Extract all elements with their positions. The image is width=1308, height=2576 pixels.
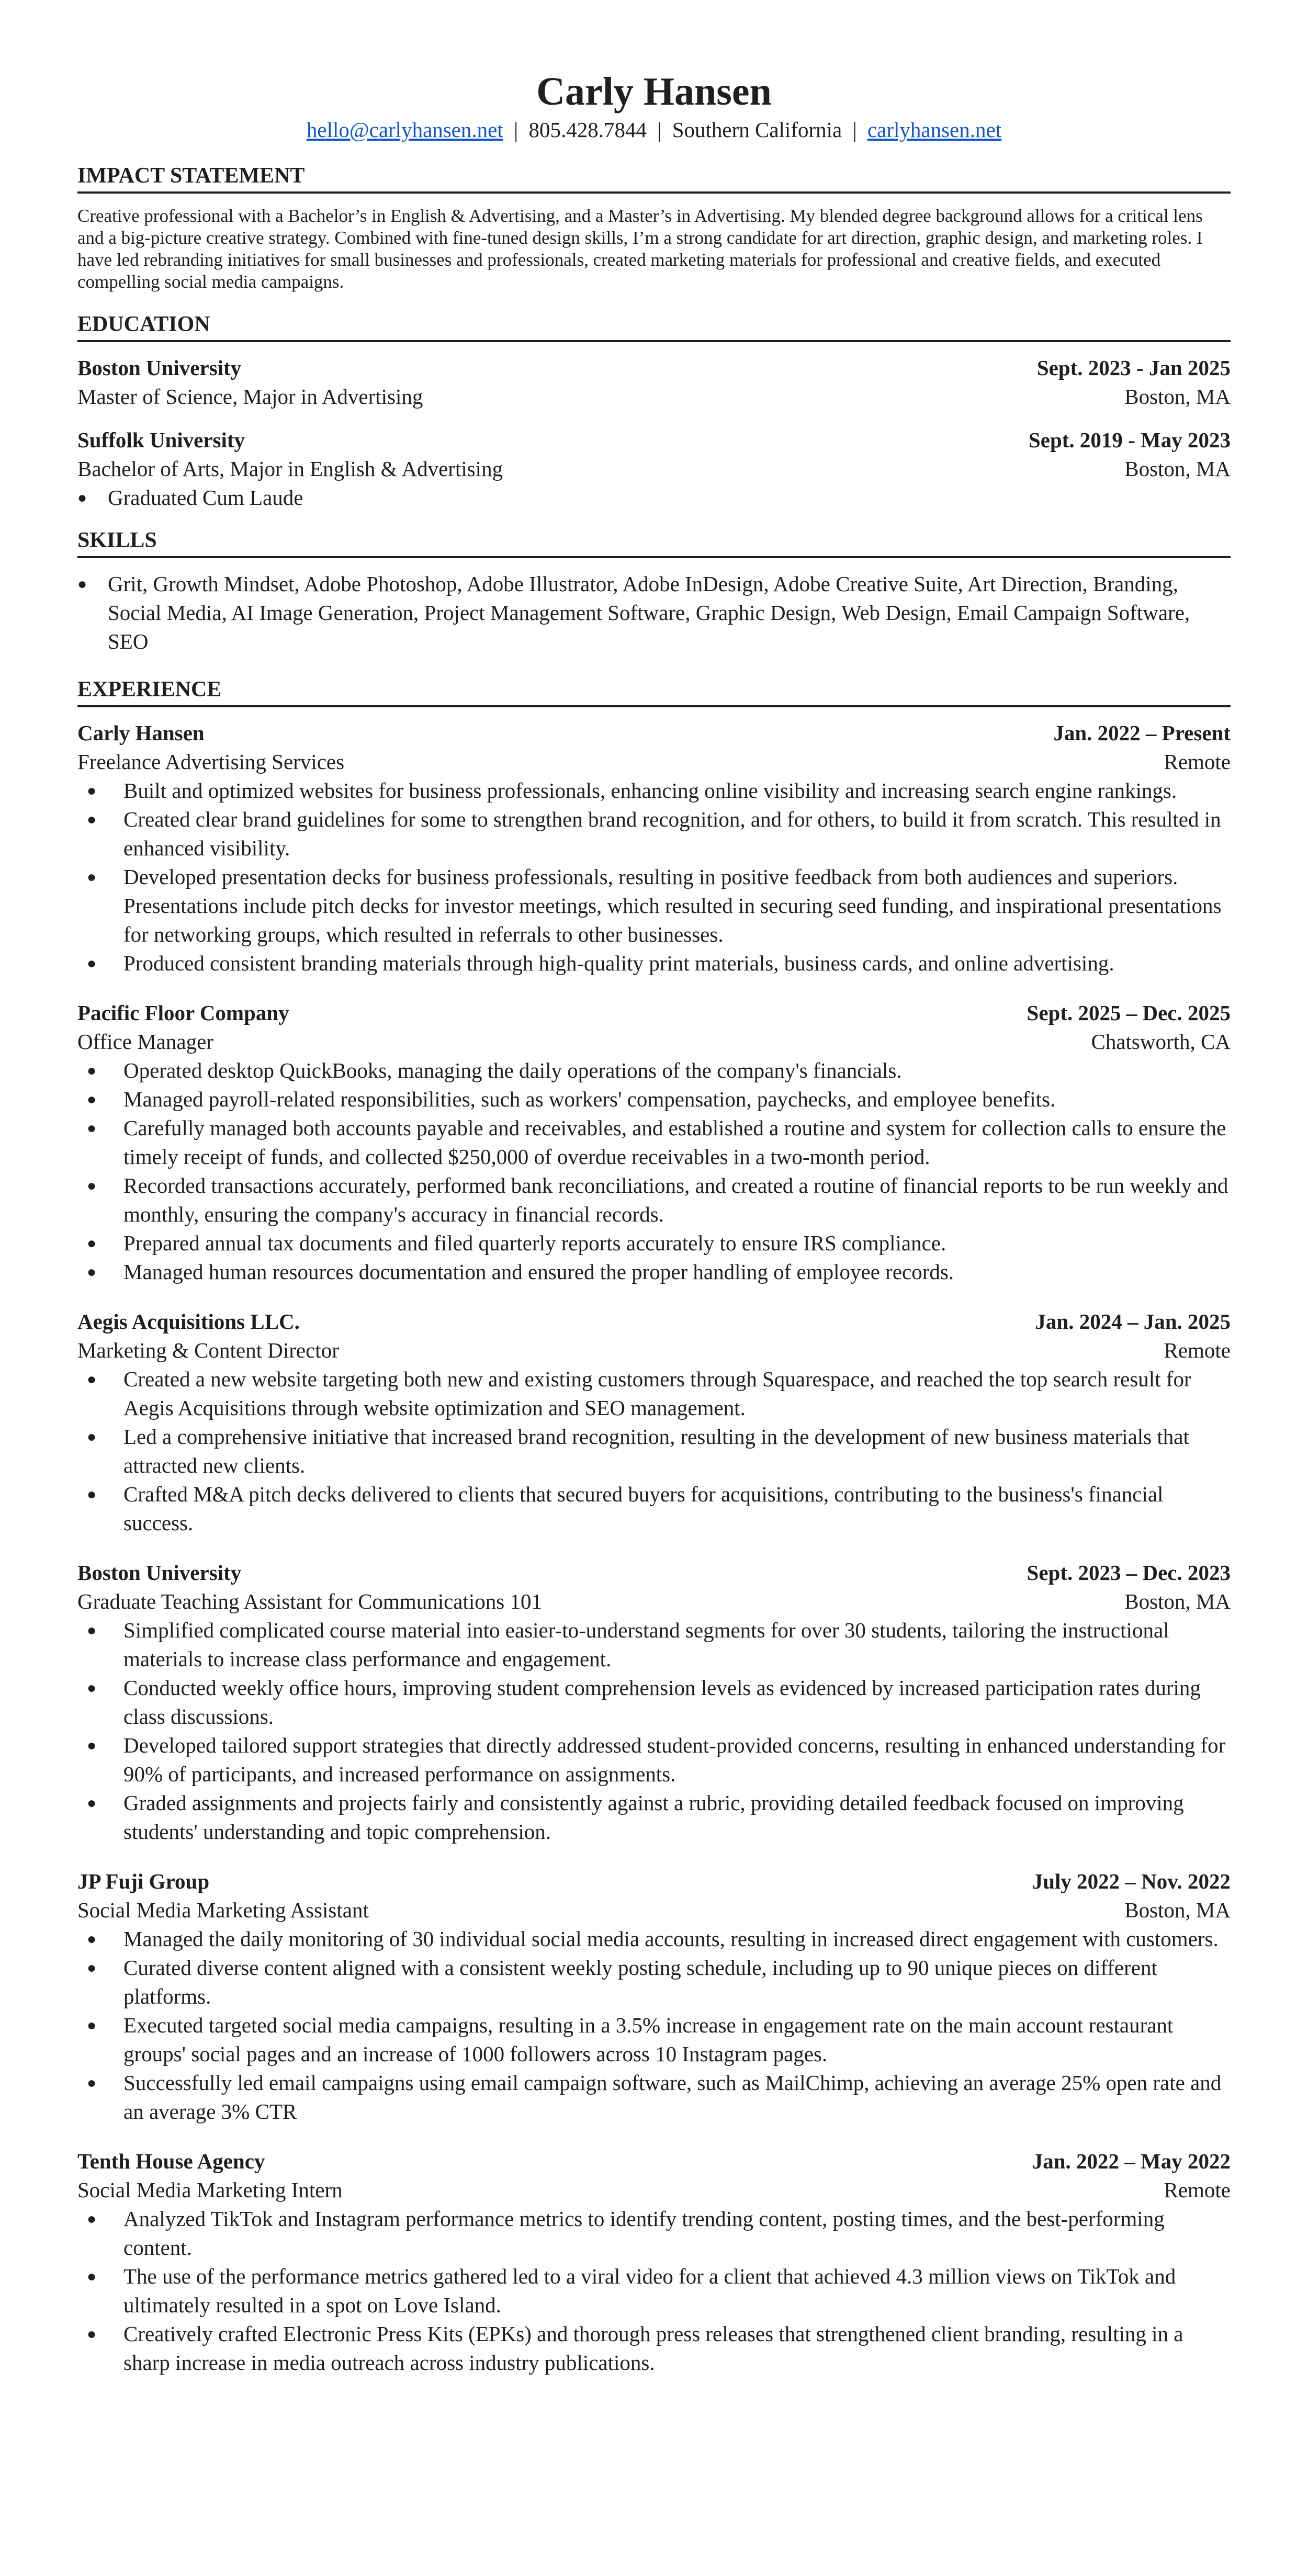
bullet-item: ● Analyzed TikTok and Instagram performance metrics to identify trending content, posting times, and the best-performing content. bbox=[123, 2205, 1231, 2262]
bullet-item: ● Graded assignments and projects fairly and consistently against a rubric, providing detailed feedback focused on improving students' understanding and topic comprehension. bbox=[123, 1789, 1231, 1846]
separator: | bbox=[514, 118, 518, 142]
location-text: Southern California bbox=[672, 118, 842, 142]
location-text: Remote bbox=[1164, 2178, 1231, 2202]
company-name: JP Fuji Group bbox=[77, 1869, 210, 1893]
website-link[interactable]: carlyhansen.net bbox=[867, 118, 1002, 142]
contact-line bbox=[77, 115, 1231, 144]
bullet-item: ● Successfully led email campaigns using email campaign software, such as MailChimp, achieving an average 25% open rate and an average 3% CTR bbox=[123, 2069, 1231, 2126]
experience-entry bbox=[77, 1867, 1231, 2126]
location-text: Boston, MA bbox=[1124, 385, 1231, 409]
entry-header-row bbox=[77, 719, 1231, 748]
bullet-item: ● Managed payroll-related responsibilities, such as workers' compensation, paychecks, and employee benefits. bbox=[123, 1085, 1231, 1114]
education-entry bbox=[77, 426, 1231, 512]
bullet-item: ● Operated desktop QuickBooks, managing the daily operations of the company's financials. bbox=[123, 1056, 1231, 1085]
location-text: Boston, MA bbox=[1124, 1589, 1231, 1613]
experience-entry bbox=[77, 719, 1231, 978]
skills-item: ● Grit, Growth Mindset, Adobe Photoshop, Adobe Illustrator, Adobe InDesign, Adobe Creative Suite, Art Direction, Branding, Social Media, AI Image Generation, Project Management Software, Graphic Design, Web Design, Email Campaign Software, SEO bbox=[108, 570, 1231, 656]
company-name: Aegis Acquisitions LLC. bbox=[77, 1309, 300, 1334]
date-range: Jan. 2022 – Present bbox=[1053, 721, 1231, 745]
phone-number: 805.428.7844 bbox=[528, 118, 647, 142]
entry-subheader-row bbox=[77, 1587, 1231, 1616]
bullet-item: ● Graduated Cum Laude bbox=[108, 483, 1231, 512]
experience-entry bbox=[77, 2147, 1231, 2377]
bullet-item: ● Managed human resources documentation and ensured the proper handling of employee records. bbox=[123, 1258, 1231, 1286]
job-title: Freelance Advertising Services bbox=[77, 750, 345, 774]
bullet-item: ● Developed tailored support strategies that directly addressed student-provided concerns, resulting in enhanced understanding for 90% of participants, and increased performance on assignments. bbox=[123, 1731, 1231, 1789]
entry-header-row bbox=[77, 1867, 1231, 1896]
skills-section bbox=[77, 527, 1231, 656]
section-heading: EXPERIENCE bbox=[77, 676, 1231, 707]
impact-text: Creative professional with a Bachelor’s in English & Advertising, and a Master’s in Advertising. My blended degree background allows for a critical lens and a big-picture creative strategy. Combined with fine-tuned design skills, I’m a strong candidate for art direction, graphic design, and marketing roles. I have led rebranding initiatives for small businesses and professionals, created marketing materials for professional and creative fields, and executed compelling social media campaigns. bbox=[77, 206, 1203, 292]
candidate-name: Carly Hansen bbox=[536, 70, 772, 114]
bullet-item: ● Crafted M&A pitch decks delivered to clients that secured buyers for acquisitions, contributing to the business's financial success. bbox=[123, 1480, 1231, 1538]
date-range: Jan. 2022 – May 2022 bbox=[1032, 2149, 1231, 2173]
separator: | bbox=[657, 118, 662, 142]
location-text: Boston, MA bbox=[1124, 457, 1231, 481]
bullet-item: ● Created a new website targeting both new and existing customers through Squarespace, and reached the top search result for Aegis Acquisitions through website optimization and SEO management. bbox=[123, 1365, 1231, 1422]
bullet-list bbox=[77, 1616, 1231, 1846]
job-title: Marketing & Content Director bbox=[77, 1338, 339, 1362]
entry-header-row bbox=[77, 2147, 1231, 2176]
job-title: Office Manager bbox=[77, 1030, 213, 1054]
bullet-item: ● Created clear brand guidelines for some to strengthen brand recognition, and for others, to build it from scratch. This resulted in enhanced visibility. bbox=[123, 805, 1231, 863]
bullet-item: ● Recorded transactions accurately, performed bank reconciliations, and created a routine of financial reports to be run weekly and monthly, ensuring the company's accuracy in financial records. bbox=[123, 1171, 1231, 1229]
school-name: Boston University bbox=[77, 356, 242, 380]
date-range: Sept. 2023 – Dec. 2023 bbox=[1027, 1561, 1231, 1585]
experience-entry bbox=[77, 1558, 1231, 1846]
entry-subheader-row bbox=[77, 748, 1231, 776]
degree-text: Master of Science, Major in Advertising bbox=[77, 385, 423, 409]
section-heading: SKILLS bbox=[77, 527, 1231, 558]
bullet-item: ● Produced consistent branding materials through high-quality print materials, business cards, and online advertising. bbox=[123, 949, 1231, 978]
company-name: Tenth House Agency bbox=[77, 2149, 265, 2173]
entry-header-row bbox=[77, 1558, 1231, 1587]
date-range: Sept. 2019 - May 2023 bbox=[1028, 428, 1231, 452]
education-section bbox=[77, 311, 1231, 512]
bullet-item: ● Prepared annual tax documents and filed quarterly reports accurately to ensure IRS compliance. bbox=[123, 1229, 1231, 1258]
bullet-item: ● Creatively crafted Electronic Press Kits (EPKs) and thorough press releases that strengthened client branding, resulting in a sharp increase in media outreach across industry publications. bbox=[123, 2320, 1231, 2377]
entry-header-row bbox=[77, 1307, 1231, 1336]
entry-subheader-row bbox=[77, 382, 1231, 411]
company-name: Carly Hansen bbox=[77, 721, 205, 745]
experience-entry bbox=[77, 999, 1231, 1286]
entry-subheader-row bbox=[77, 1027, 1231, 1056]
entry-subheader-row bbox=[77, 1896, 1231, 1925]
degree-text: Bachelor of Arts, Major in English & Advertising bbox=[77, 457, 503, 481]
entry-subheader-row bbox=[77, 1336, 1231, 1365]
education-entry bbox=[77, 354, 1231, 411]
bullet-list bbox=[77, 2205, 1231, 2377]
location-text: Remote bbox=[1164, 1338, 1231, 1362]
experience-section bbox=[77, 676, 1231, 2377]
bullet-item: ● Developed presentation decks for business professionals, resulting in positive feedback from both audiences and superiors. Presentations include pitch decks for investor meetings, which resulted in securing seed funding, and inspirational presentations for networking groups, which resulted in referrals to other businesses. bbox=[123, 863, 1231, 949]
education-list bbox=[77, 354, 1231, 512]
job-title: Social Media Marketing Intern bbox=[77, 2178, 343, 2202]
experience-entry bbox=[77, 1307, 1231, 1538]
date-range: July 2022 – Nov. 2022 bbox=[1032, 1869, 1231, 1893]
bullet-list bbox=[77, 1056, 1231, 1286]
section-heading: IMPACT STATEMENT bbox=[77, 162, 1231, 194]
bullet-item: ● Carefully managed both accounts payable and receivables, and established a routine and system for collection calls to ensure the timely receipt of funds, and collected $250,000 of overdue receivables in a two-month period. bbox=[123, 1114, 1231, 1171]
entry-header-row bbox=[77, 426, 1231, 455]
bullet-list bbox=[77, 1365, 1231, 1538]
bullet-item: ● The use of the performance metrics gathered led to a viral video for a client that achieved 4.3 million views on TikTok and ultimately resulted in a spot on Love Island. bbox=[123, 2262, 1231, 2320]
email-link[interactable]: hello@carlyhansen.net bbox=[306, 118, 503, 142]
entry-subheader-row bbox=[77, 2176, 1231, 2205]
location-text: Remote bbox=[1164, 750, 1231, 774]
entry-subheader-row bbox=[77, 455, 1231, 483]
job-title: Graduate Teaching Assistant for Communications 101 bbox=[77, 1589, 542, 1613]
school-name: Suffolk University bbox=[77, 428, 245, 452]
entry-header-row bbox=[77, 999, 1231, 1027]
job-title: Social Media Marketing Assistant bbox=[77, 1898, 369, 1922]
section-heading: EDUCATION bbox=[77, 311, 1231, 342]
entry-header-row bbox=[77, 354, 1231, 382]
location-text: Chatsworth, CA bbox=[1091, 1030, 1231, 1054]
separator: | bbox=[852, 118, 857, 142]
bullet-list bbox=[77, 1925, 1231, 2126]
bullet-item: ● Executed targeted social media campaigns, resulting in a 3.5% increase in engagement rate on the main account restaurant groups' social pages and an increase of 1000 followers across 10 Instagram pages. bbox=[123, 2011, 1231, 2069]
bullet-item: ● Curated diverse content aligned with a consistent weekly posting schedule, including up to 90 unique pieces on different platforms. bbox=[123, 1953, 1231, 2011]
bullet-item: ● Conducted weekly office hours, improving student comprehension levels as evidenced by increased participation rates during class discussions. bbox=[123, 1674, 1231, 1731]
bullet-item: ● Managed the daily monitoring of 30 individual social media accounts, resulting in increased direct engagement with customers. bbox=[123, 1925, 1231, 1953]
experience-list bbox=[77, 719, 1231, 2377]
bullet-list bbox=[77, 483, 1231, 512]
impact-section bbox=[77, 162, 1231, 293]
bullet-item: ● Led a comprehensive initiative that increased brand recognition, resulting in the development of new business materials that attracted new clients. bbox=[123, 1422, 1231, 1480]
bullet-item: ● Built and optimized websites for business professionals, enhancing online visibility and increasing search engine rankings. bbox=[123, 776, 1231, 805]
date-range: Sept. 2023 - Jan 2025 bbox=[1036, 356, 1231, 380]
date-range: Jan. 2024 – Jan. 2025 bbox=[1035, 1309, 1231, 1334]
skills-list bbox=[77, 570, 1231, 656]
bullet-item: ● Simplified complicated course material into easier-to-understand segments for over 30 students, tailoring the instructional materials to increase class performance and engagement. bbox=[123, 1616, 1231, 1674]
company-name: Pacific Floor Company bbox=[77, 1001, 289, 1025]
company-name: Boston University bbox=[77, 1561, 242, 1585]
location-text: Boston, MA bbox=[1124, 1898, 1231, 1922]
date-range: Sept. 2025 – Dec. 2025 bbox=[1027, 1001, 1231, 1025]
bullet-list bbox=[77, 776, 1231, 978]
